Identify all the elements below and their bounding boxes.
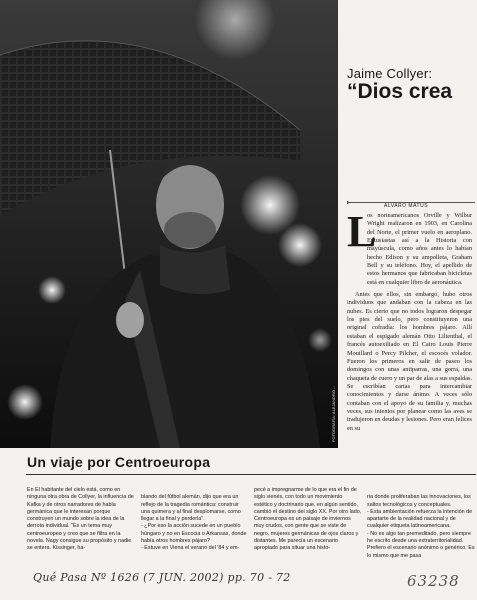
- body-paragraph-1: os norteamericanos Orville y Wilbur Wright realizaron en 1903, en Carolina del Norte, el primer vuelo en aeroplano. Entusiastas así a la Historia con mayúscula, como años antes lo habían hecho Edison y su ampolleta, Graham Bell y su teléfono. Hoy, el apellido de estos hermanos que fabricaban bicicletas está en cualquier libro de aeronáutica.: [367, 212, 472, 286]
- photo-credit-text: FOTOGRAFÍA: ALEJANDRO ...: [331, 385, 336, 442]
- source-note: Qué Pasa Nº 1626 (7 JUN. 2002) pp. 70 - 72: [33, 571, 291, 584]
- section-column-1: [27, 487, 135, 553]
- byline-arrow-icon: ▸: [347, 200, 351, 206]
- archive-number: 63238: [407, 572, 460, 590]
- body-paragraph-2: Antes que ellos, sin embargo, hubo otros individuos que andaban con la cabeza en las nubes. Es cierto que no todos lograron despegar los pies del suelo, pero constituyeron una original cofradía: los hombres pájaro. Allí estaban el espigado alemán Otto Lilienthal, el francés autoexiliado en El Cairo Louis Pierre Mouillard o Percy Pilcher, el escocés volador. Fueron los primeros en salir de paseo los domingos con unas antiparras, una gorra, una chaqueta de cuero y un par de alas a sus espaldas. Se escribían cartas para intercambiar conocimientos y darse ánimo. A veces sólo contaban con el apoyo de su familia y, muchas veces, sus intentos por planear como las aves se tradujeron en deudas y lesiones. Pero eran felices en su: [347, 291, 473, 432]
- column-1-text: En El habitante del cielo está, como en ninguna otra obra de Collyer, la influencia de Kafka y de otros narradores de habla germánica que le interesan porque construyen un mundo sobre la idea de la derrota individual. "Es un tema muy centroeuropeo y creo que se filtra en la novela. Nagy consigue su propósito y nadie se entera. Kissinger, ha-: [27, 487, 134, 552]
- column-2-text: blando del fútbol alemán, dijo que era un reflejo de la tragedia romántica: construir una quimera y al final desplomarse, como llegar a la final y perderla". - ¿Por eso la acción sucede en un pueblo húngaro y no en Escocia o Arkansas, donde había otros hombres pájaro? - Estuve en Viena el verano del '84 y em-: [141, 494, 247, 552]
- section-column-3: [254, 487, 362, 553]
- section-column-4: [367, 487, 475, 567]
- byline: ALVARO MATUS: [384, 203, 429, 209]
- column-4-text: ria donde proliferaban las innovaciones, los saltos tecnológicos y conceptuales. - Esta ambientación refuerza la intención de apartarte de la realidad nacional y de cualquier etiqueta latinoamericana. - No es algo tan premeditado, pero siempre he escrito desde una extraterritorialidad. Prefiero el escenario anónimo o genérico. Es lo mismo que me pasa: [367, 494, 475, 559]
- article-body: [347, 207, 473, 433]
- section-rule: [26, 474, 476, 475]
- drop-cap: L: [347, 207, 377, 256]
- article-headline: “Dios crea: [347, 80, 453, 103]
- section-column-2: [141, 487, 249, 560]
- column-3-text: pecé a impregnarme de lo que era el fin de siglo vienés, con todo un movimiento estético y doctrinario que, en algún sentido, cambió el destino del siglo XX. Por otro lado, Centroeuropa es un paisaje de inviernos muy crudos, con gente que se viste de negro, mujeres germánicas de ojos claros y distantes. Me parecía un escenario apropiado para situar una histo-: [254, 487, 362, 552]
- section-title: Un viaje por Centroeuropa: [27, 454, 211, 470]
- article-kicker: Jaime Collyer:: [347, 66, 433, 81]
- photo-credit: [331, 372, 339, 442]
